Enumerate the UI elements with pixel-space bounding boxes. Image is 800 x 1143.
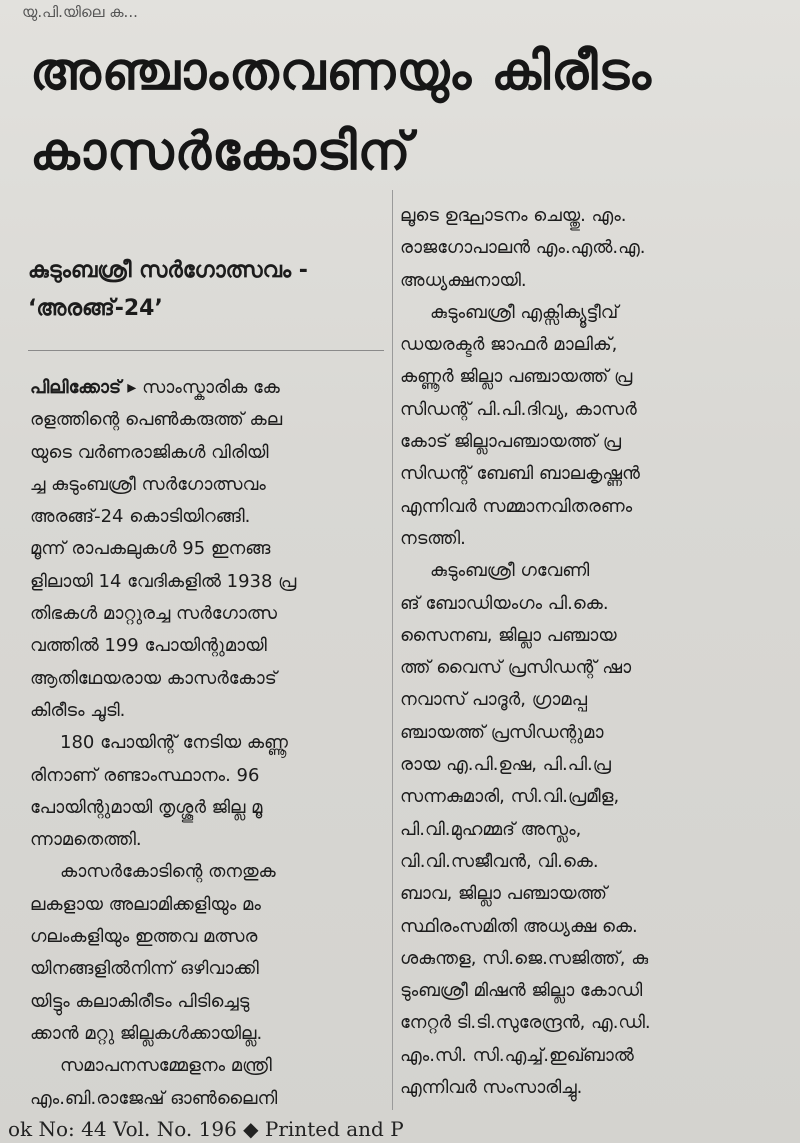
body-line: എന്നിവർ സമ്മാനവിതരണം — [400, 495, 633, 517]
subheadline — [28, 252, 388, 328]
headline-line-1: അഞ്ചാംതവണയും കിരീടം — [30, 42, 652, 102]
body-line: പിലിക്കോട് ▸ സാംസ്കാരിക കേ — [30, 377, 280, 398]
body-line: ച്ച കുടുംബശ്രീ സർഗോത്സവം — [30, 473, 266, 495]
body-line: കിരീടം ചൂടി. — [30, 699, 126, 721]
publication-footer: ok No: 44 Vol. No. 196 ◆ Printed and P — [8, 1117, 404, 1141]
body-line: ബാവ, ജില്ലാ പഞ്ചായത്ത് — [400, 883, 608, 905]
body-line: യിട്ടും കലാകിരീടം പിടിച്ചെടു — [30, 990, 250, 1012]
body-line: ന്നാമതെത്തി. — [30, 829, 142, 851]
body-line: രളത്തിന്റെ പെൺകരുത്ത് കല — [30, 409, 283, 431]
body-line: 180 പോയിന്റ് നേടിയ കണ്ണൂ — [60, 732, 288, 754]
body-line: യിനങ്ങളിൽനിന്ന് ഒഴിവാക്കി — [30, 958, 259, 980]
subheadline-line-2: ‘അരങ്ങ്-24’ — [28, 296, 163, 321]
body-line: ഞ്ചായത്ത് പ്രസിഡന്റുമാ — [400, 721, 604, 743]
body-line: സൈനബ, ജില്ലാ പഞ്ചായ — [400, 624, 617, 646]
body-line: ളിലായി 14 വേദികളിൽ 1938 പ്ര — [30, 570, 297, 592]
body-line: ത്ത് വൈസ് പ്രസിഡന്റ് ഷാ — [400, 657, 632, 679]
body-line: എന്നിവർ സംസാരിച്ചു. — [400, 1077, 583, 1099]
body-line: ആതിഥേയരായ കാസർകോട് — [30, 667, 277, 689]
body-line: നവാസ് പാദൂർ, ഗ്രാമപ്പ — [400, 689, 587, 711]
article-column-left — [30, 372, 386, 1115]
body-line: കണ്ണൂർ ജില്ലാ പഞ്ചായത്ത് പ്ര — [400, 366, 633, 388]
body-line: സിഡന്റ് പി.പി.ദിവ്യ, കാസർ — [400, 398, 637, 420]
headline-line-2: കാസർകോടിന് — [30, 122, 412, 182]
body-line: കുടുംബശ്രീ ഗവേണി — [430, 560, 590, 582]
body-line: സമാപനസമ്മേളനം മന്ത്രി — [60, 1055, 272, 1077]
body-line: ടുംബശ്രീ മിഷൻ ജില്ലാ കോഡി — [400, 980, 643, 1002]
body-line: എം.സി. സി.എച്ച്.ഇഖ്ബാൽ — [400, 1044, 634, 1066]
body-line: ശകുന്തള, സി.ജെ.സജിത്ത്, കു — [400, 947, 649, 969]
body-line: കോട് ജില്ലാപഞ്ചായത്ത് പ്ര — [400, 431, 621, 453]
body-line: രിനാണ് രണ്ടാംസ്ഥാനം. 96 — [30, 764, 260, 786]
subheadline-line-1: കുടുംബശ്രീ സർഗോത്സവം - — [28, 258, 308, 283]
body-line: സന്നകുമാരി, സി.വി.പ്രമീള, — [400, 786, 620, 808]
body-line: പോയിന്റുമായി തൃശ്ശൂർ ജില്ല മൂ — [30, 796, 263, 818]
body-line: കുടുംബശ്രീ എക്സിക്യൂട്ടീവ് — [430, 301, 619, 323]
body-line: പി.വി.മുഹമ്മദ് അസ്ലം, — [400, 818, 582, 840]
body-line: ലകളായ അലാമിക്കളിയും മം — [30, 893, 261, 915]
body-line: സ്ഥിരംസമിതി അധ്യക്ഷ കെ. — [400, 915, 638, 937]
body-line: സിഡന്റ് ബേബി ബാലകൃഷ്ണൻ — [400, 463, 640, 485]
column-divider — [392, 190, 393, 1110]
body-line: വി.വി.സജീവൻ, വി.കെ. — [400, 850, 599, 872]
body-line: എം.ബി.രാജേഷ് ഓൺലൈനി — [30, 1087, 278, 1109]
body-line: ഗലംകളിയും ഇത്തവ മത്സര — [30, 926, 258, 948]
dateline: പിലിക്കോട് ▸ — [30, 377, 137, 398]
body-line: ങ് ബോഡിയംഗം പി.കെ. — [400, 592, 609, 614]
body-line: മൂന്ന് രാപകലുകൾ 95 ഇനങ്ങ — [30, 538, 271, 560]
body-line: ക്കാൻ മറ്റു ജില്ലകൾക്കായില്ല. — [30, 1022, 263, 1044]
body-line: ഡയരക്ടർ ജാഫർ മാലിക്, — [400, 334, 618, 356]
body-line: അധ്യക്ഷനായി. — [400, 269, 527, 291]
cut-off-previous-headline: യു.പി.യിലെ ക... — [22, 3, 138, 21]
body-line: രായ എ.പി.ഉഷ, പി.പി.പ്ര — [400, 754, 611, 776]
subheadline-divider — [28, 350, 384, 351]
body-line: അരങ്ങ്-24 കൊടിയിറങ്ങി. — [30, 506, 251, 528]
body-line: വത്തിൽ 199 പോയിന്റുമായി — [30, 635, 267, 657]
body-line: നേറ്റർ ടി.ടി.സുരേന്ദ്രൻ, എ.ഡി. — [400, 1012, 651, 1034]
body-line: നടത്തി. — [400, 527, 466, 549]
body-line: രാജഗോപാലൻ എം.എൽ.എ. — [400, 237, 646, 259]
body-line: കാസർകോടിന്റെ തനതുക — [60, 861, 276, 883]
body-line: ലൂടെ ഉദ്ഘാടനം ചെയ്തു. എം. — [400, 205, 627, 226]
body-line: യുടെ വർണരാജികൾ വിരിയി — [30, 441, 269, 463]
body-line: തിഭകൾ മാറ്റുരച്ച സർഗോത്സ — [30, 603, 278, 625]
article-column-right — [400, 200, 796, 1104]
